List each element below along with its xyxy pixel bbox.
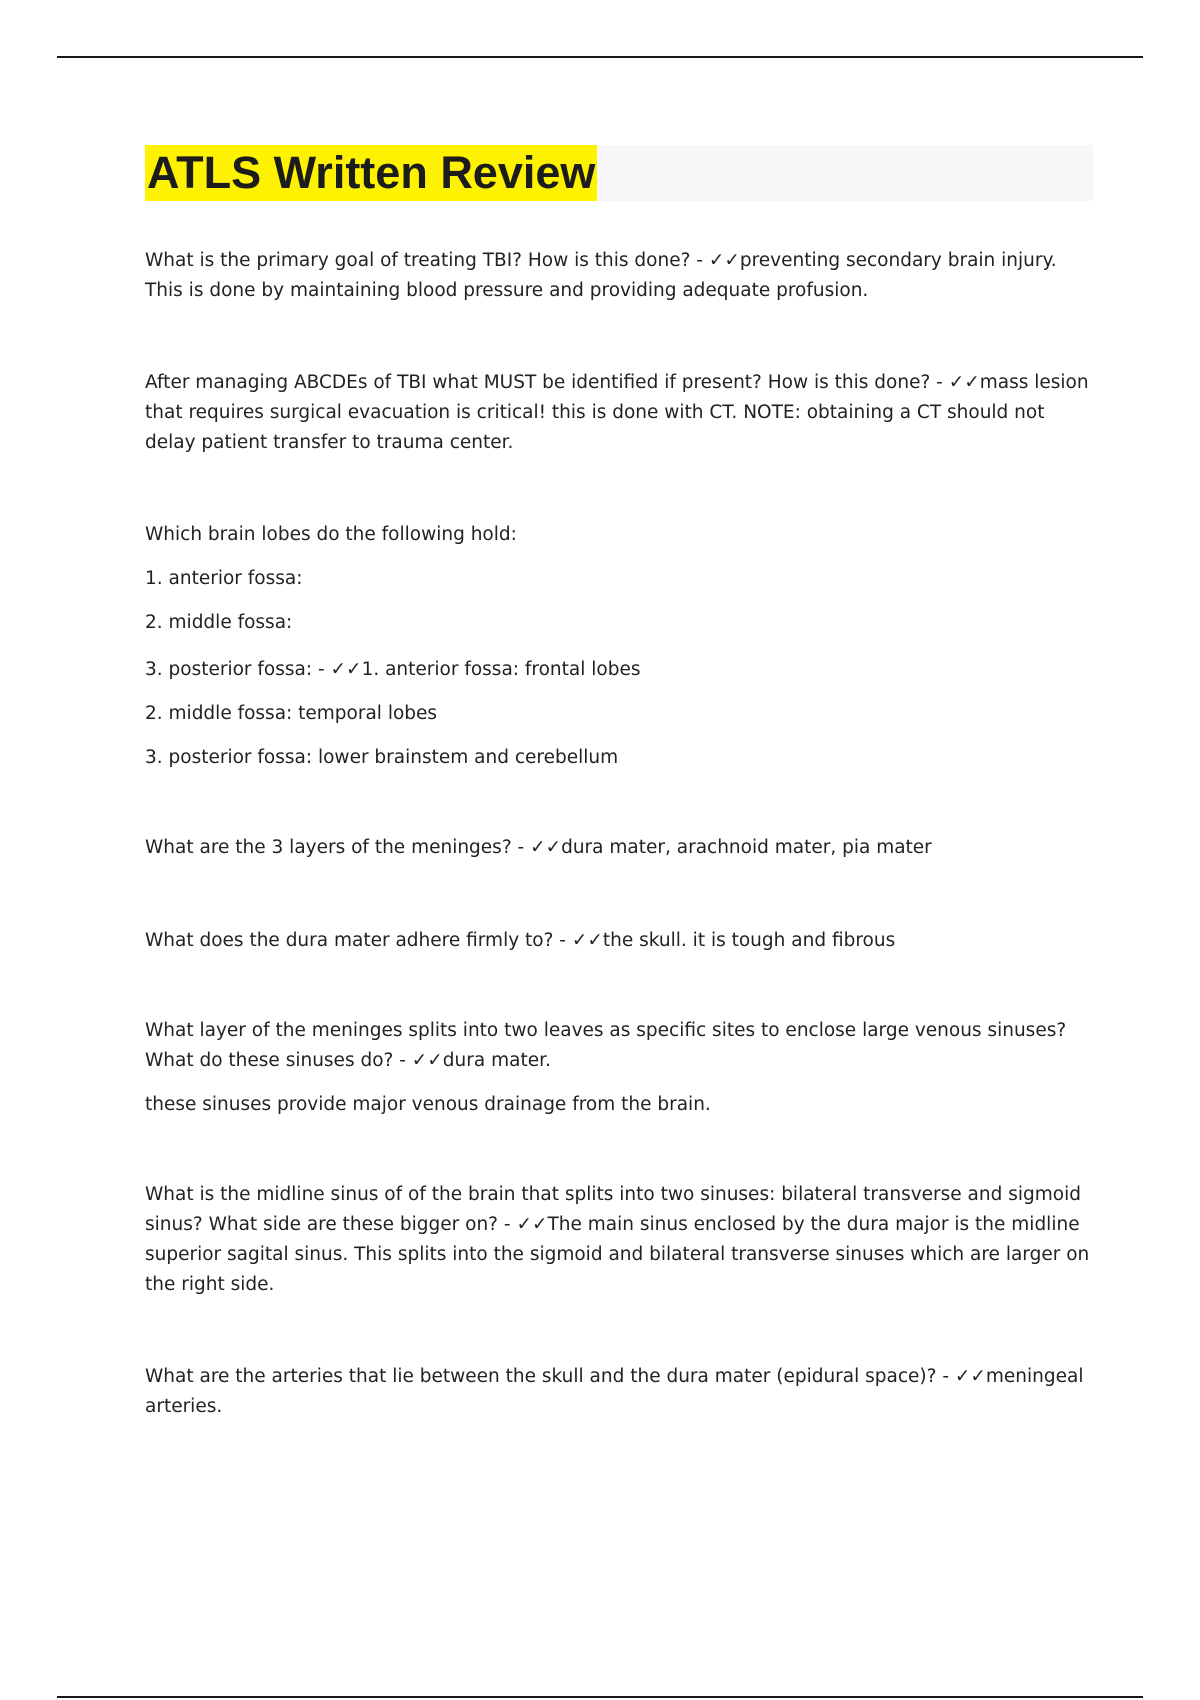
question-text: What are the arteries that lie between the skull and the dura mater (epidural space)? - (145, 1366, 955, 1387)
check-icon: ✓✓ (411, 1050, 443, 1071)
qa-item-8 (145, 1362, 1095, 1422)
question-text: What does the dura mater adhere firmly to? - (145, 930, 572, 951)
qa-item-1 (145, 246, 1095, 306)
answer-text: 1. anterior fossa: frontal lobes (361, 659, 641, 680)
check-icon: ✓✓ (708, 250, 740, 271)
header-rule (57, 56, 1143, 58)
check-icon: ✓✓ (948, 372, 980, 393)
check-icon: ✓✓ (571, 930, 603, 951)
document-title: ATLS Written Review (145, 145, 597, 201)
answer-text: the skull. it is tough and fibrous (602, 930, 896, 951)
question-text: What are the 3 layers of the meninges? - (145, 837, 531, 858)
answer-line: 3. posterior fossa: lower brainstem and cerebellum (145, 747, 619, 768)
question-line: 1. anterior fossa: (145, 568, 303, 589)
answer-text: The main sinus enclosed by the dura major is the midline superior sagital sinus. This splits into the sigmoid and bilateral transverse sinuses which are larger on the right side. (145, 1214, 1090, 1295)
answer-text: mass lesion that requires surgical evacuation is critical! this is done with CT. NOTE: obtaining a CT should not delay patient transfer to trauma center. (145, 372, 1089, 453)
answer-text: meningeal arteries. (145, 1366, 1084, 1417)
question-text: What is the primary goal of treating TBI? How is this done? - (145, 250, 709, 271)
qa-item-6 (145, 1016, 1095, 1120)
question-text: What is the midline sinus of of the brain that splits into two sinuses: bilateral transverse and sigmoid sinus? What side are these bigger on? - (145, 1184, 1081, 1235)
check-icon: ✓✓ (530, 837, 562, 858)
check-icon: ✓✓ (516, 1214, 548, 1235)
qa-item-7 (145, 1180, 1095, 1300)
answer-line: 2. middle fossa: temporal lobes (145, 703, 438, 724)
answer-text: preventing secondary brain injury. This is done by maintaining blood pressure and providing adequate profusion. (145, 250, 1057, 301)
qa-item-3 (145, 520, 1095, 773)
question-answer-line (145, 655, 1095, 685)
qa-item-5 (145, 926, 1095, 956)
answer-text: dura mater, arachnoid mater, pia mater (561, 837, 932, 858)
question-text: What layer of the meninges splits into two leaves as specific sites to enclose large venous sinuses? What do these sinuses do? - (145, 1020, 1067, 1071)
answer-text: dura mater. (442, 1050, 551, 1071)
document-body (145, 246, 1095, 1422)
qa-item-2 (145, 368, 1095, 458)
question-line: 2. middle fossa: (145, 612, 293, 633)
question-line: Which brain lobes do the following hold: (145, 524, 517, 545)
check-icon: ✓✓ (330, 659, 362, 680)
question-text: After managing ABCDEs of TBI what MUST be identified if present? How is this done? - (145, 372, 949, 393)
check-icon: ✓✓ (954, 1366, 986, 1387)
footer-rule (57, 1696, 1143, 1698)
qa-item-4 (145, 833, 1095, 863)
question-answer-line (145, 1016, 1095, 1076)
question-text: 3. posterior fossa: - (145, 659, 331, 680)
answer-line: these sinuses provide major venous drainage from the brain. (145, 1094, 711, 1115)
